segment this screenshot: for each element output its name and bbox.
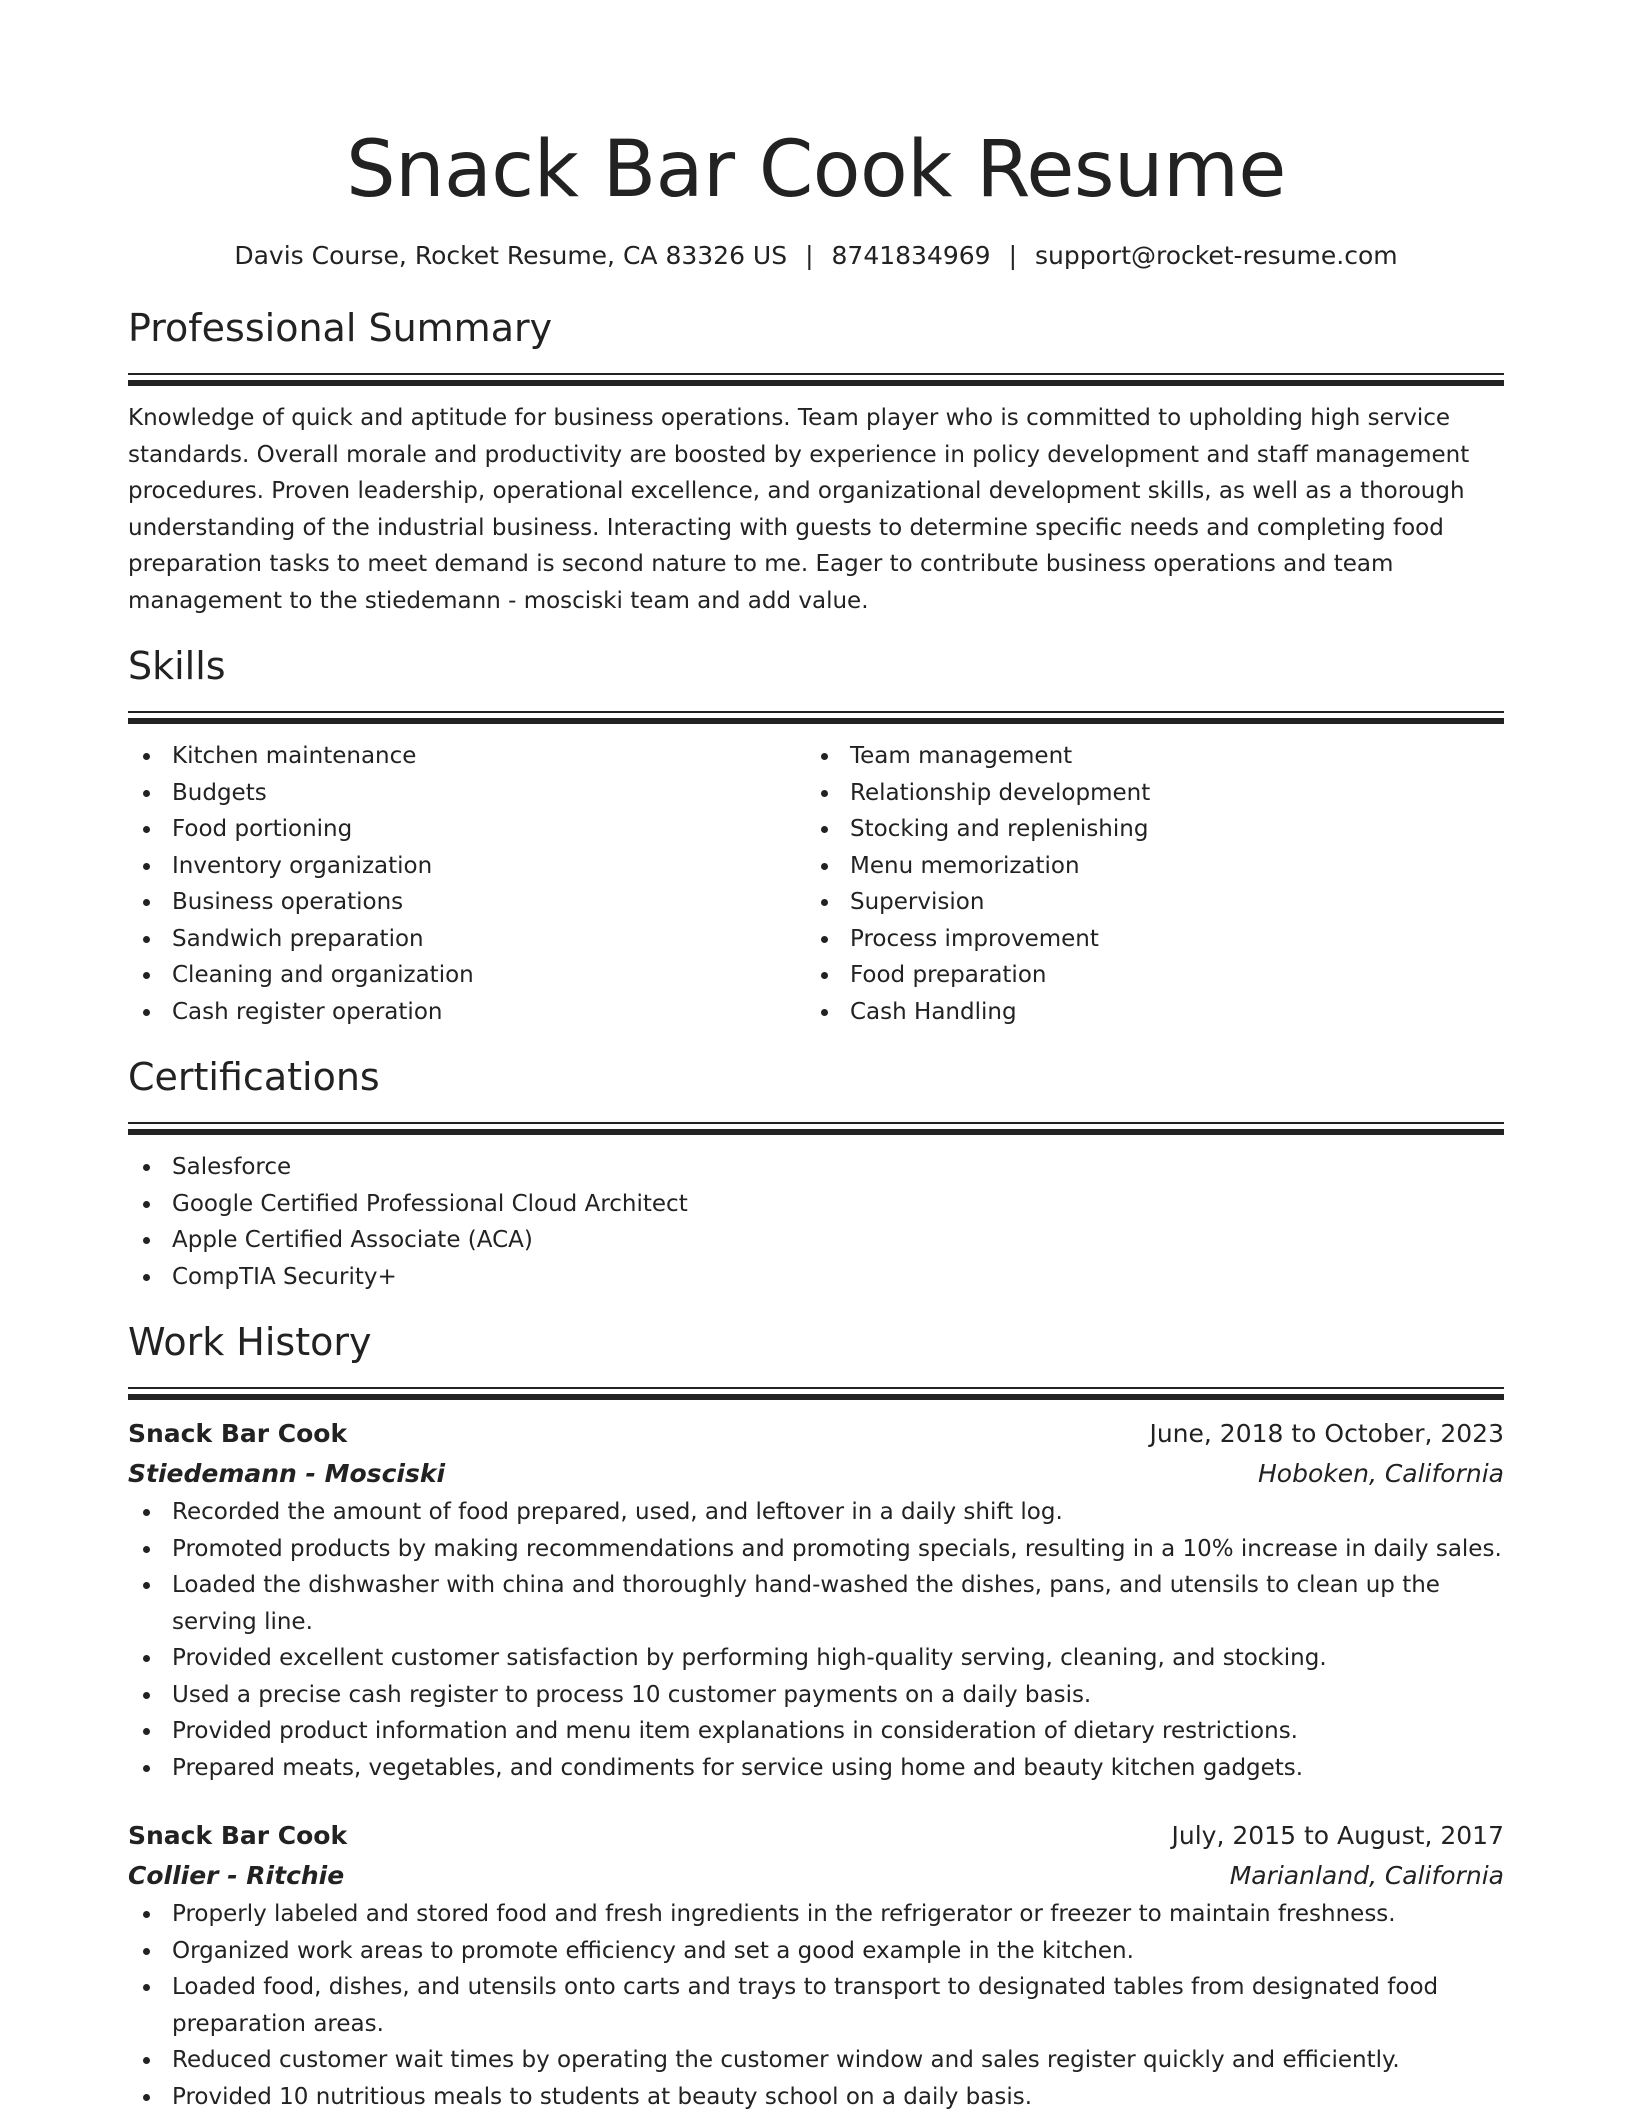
job-duty: Recorded the amount of food prepared, used, and leftover in a daily shift log. bbox=[128, 1494, 1504, 1531]
skill-item: Kitchen maintenance bbox=[128, 738, 806, 775]
certifications-section bbox=[128, 1052, 1504, 1295]
job-title: Snack Bar Cook bbox=[128, 1816, 347, 1856]
skill-item: Team management bbox=[806, 738, 1484, 775]
job-duty: Loaded the dishwasher with china and thoroughly hand-washed the dishes, pans, and utensils to clean up the serving line. bbox=[128, 1567, 1504, 1640]
job-title: Snack Bar Cook bbox=[128, 1414, 347, 1454]
job-duty: Used a precise cash register to process 10 customer payments on a daily basis. bbox=[128, 1677, 1504, 1714]
contact-phone: 8741834969 bbox=[832, 241, 991, 270]
job-duty: Reduced customer wait times by operating the customer window and sales register quickly and efficiently. bbox=[128, 2042, 1504, 2079]
job-duty: Properly labeled and stored food and fresh ingredients in the refrigerator or freezer to maintain freshness. bbox=[128, 1896, 1504, 1933]
job-entry bbox=[128, 1816, 1504, 2115]
job-duty: Loaded food, dishes, and utensils onto carts and trays to transport to designated tables from designated food preparation areas. bbox=[128, 1969, 1504, 2042]
resume-title: Snack Bar Cook Resume bbox=[128, 120, 1504, 220]
section-divider bbox=[128, 1122, 1504, 1135]
job-location: Hoboken, California bbox=[1258, 1454, 1504, 1494]
certification-item: Salesforce bbox=[128, 1149, 1504, 1186]
contact-separator: | bbox=[805, 238, 813, 274]
section-divider bbox=[128, 711, 1504, 724]
summary-text: Knowledge of quick and aptitude for business operations. Team player who is committed to upholding high service standards. Overall morale and productivity are boosted by experience in policy development and staff management procedures. Proven leadership, operational excellence, and organizational development skills, as well as a thorough understanding of the industrial business. Interacting with guests to determine specific needs and completing food preparation tasks to meet demand is second nature to me. Eager to contribute business operations and team management to the stiedemann - mosciski team and add value. bbox=[128, 400, 1504, 619]
skills-list-left bbox=[128, 738, 806, 1030]
job-duty: Provided product information and menu item explanations in consideration of dietary restrictions. bbox=[128, 1713, 1504, 1750]
section-title-skills: Skills bbox=[128, 641, 1504, 691]
skill-item: Menu memorization bbox=[806, 848, 1484, 885]
job-employer: Stiedemann - Mosciski bbox=[128, 1454, 445, 1494]
job-duties-list bbox=[128, 1494, 1504, 1786]
job-duties-list bbox=[128, 1896, 1504, 2115]
skills-section bbox=[128, 641, 1504, 1030]
certification-item: CompTIA Security+ bbox=[128, 1259, 1504, 1296]
job-dates: July, 2015 to August, 2017 bbox=[1172, 1816, 1504, 1856]
skill-item: Stocking and replenishing bbox=[806, 811, 1484, 848]
job-duty: Provided 10 nutritious meals to students at beauty school on a daily basis. bbox=[128, 2079, 1504, 2115]
skill-item: Food preparation bbox=[806, 957, 1484, 994]
contact-separator: | bbox=[1009, 238, 1017, 274]
job-header bbox=[128, 1816, 1504, 1856]
job-dates: June, 2018 to October, 2023 bbox=[1149, 1414, 1504, 1454]
skill-item: Supervision bbox=[806, 884, 1484, 921]
contact-line bbox=[128, 238, 1504, 274]
summary-section bbox=[128, 303, 1504, 619]
job-duty: Organized work areas to promote efficiency and set a good example in the kitchen. bbox=[128, 1933, 1504, 1970]
skill-item: Process improvement bbox=[806, 921, 1484, 958]
resume-page bbox=[128, 0, 1504, 2115]
job-employer: Collier - Ritchie bbox=[128, 1856, 344, 1896]
contact-email: support@rocket-resume.com bbox=[1035, 241, 1398, 270]
job-subheader bbox=[128, 1454, 1504, 1494]
skill-item: Inventory organization bbox=[128, 848, 806, 885]
job-duty: Prepared meats, vegetables, and condiments for service using home and beauty kitchen gadgets. bbox=[128, 1750, 1504, 1787]
section-title-summary: Professional Summary bbox=[128, 303, 1504, 353]
certifications-list bbox=[128, 1149, 1504, 1295]
certification-item: Google Certified Professional Cloud Architect bbox=[128, 1186, 1504, 1223]
job-duty: Provided excellent customer satisfaction by performing high-quality serving, cleaning, and stocking. bbox=[128, 1640, 1504, 1677]
job-subheader bbox=[128, 1856, 1504, 1896]
skill-item: Food portioning bbox=[128, 811, 806, 848]
contact-address: Davis Course, Rocket Resume, CA 83326 US bbox=[234, 241, 787, 270]
skill-item: Cash Handling bbox=[806, 994, 1484, 1031]
section-divider bbox=[128, 1387, 1504, 1400]
skill-item: Business operations bbox=[128, 884, 806, 921]
job-location: Marianland, California bbox=[1230, 1856, 1504, 1896]
work-history-section bbox=[128, 1317, 1504, 2115]
certification-item: Apple Certified Associate (ACA) bbox=[128, 1222, 1504, 1259]
section-title-certifications: Certifications bbox=[128, 1052, 1504, 1102]
skill-item: Cleaning and organization bbox=[128, 957, 806, 994]
job-entry bbox=[128, 1414, 1504, 1786]
skills-list-right bbox=[806, 738, 1484, 1030]
skill-item: Cash register operation bbox=[128, 994, 806, 1031]
skills-columns bbox=[128, 738, 1504, 1030]
section-title-work-history: Work History bbox=[128, 1317, 1504, 1367]
skill-item: Relationship development bbox=[806, 775, 1484, 812]
skill-item: Sandwich preparation bbox=[128, 921, 806, 958]
job-duty: Promoted products by making recommendations and promoting specials, resulting in a 10% increase in daily sales. bbox=[128, 1531, 1504, 1568]
job-header bbox=[128, 1414, 1504, 1454]
skill-item: Budgets bbox=[128, 775, 806, 812]
section-divider bbox=[128, 373, 1504, 386]
